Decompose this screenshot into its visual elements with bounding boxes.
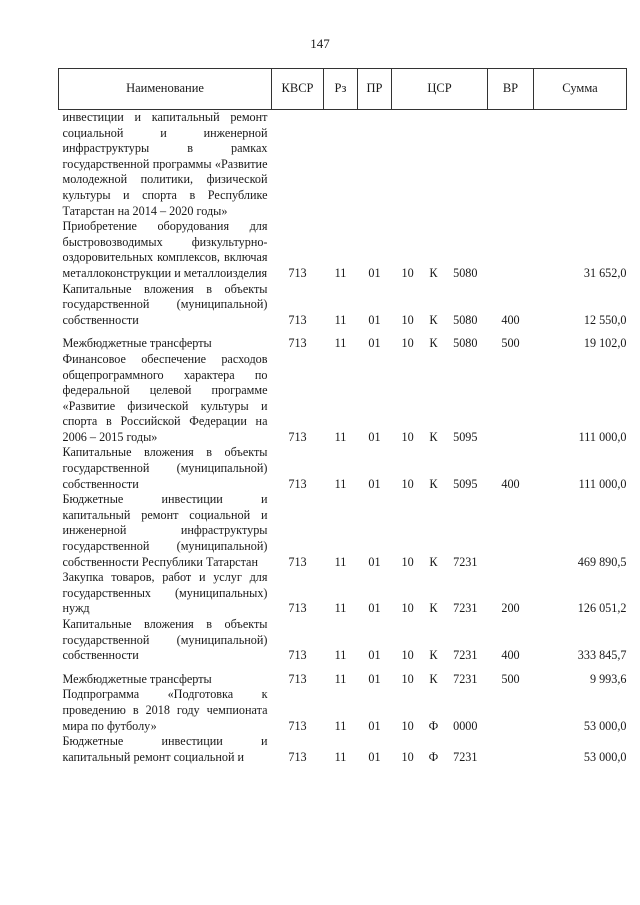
row-sum: 469 890,5 bbox=[577, 554, 627, 569]
row-csr bbox=[392, 664, 488, 688]
row-pr: 01 bbox=[368, 429, 381, 444]
row-name: Бюджетные инвестиции и капитальный ремонт социальной и bbox=[62, 734, 268, 764]
header-pr: ПР bbox=[358, 69, 392, 110]
row-csr bbox=[392, 282, 488, 329]
row-name: Межбюджетные трансферты bbox=[62, 671, 212, 686]
row-vr bbox=[488, 219, 534, 281]
row-kvsr: 713 bbox=[288, 718, 307, 733]
row-vr bbox=[488, 734, 534, 765]
row-rz: 11 bbox=[334, 749, 347, 764]
row-pr bbox=[358, 110, 392, 220]
row-csr bbox=[392, 352, 488, 446]
header-csr: ЦСР bbox=[392, 69, 488, 110]
row-csr2: К bbox=[429, 648, 438, 663]
row-kvsr: 713 bbox=[288, 554, 307, 569]
table-row bbox=[59, 110, 627, 220]
row-name: Подпрограмма «Подготовка к проведению в 2018 году чемпионата мира по футболу» bbox=[62, 687, 268, 733]
row-name: Бюджетные инвестиции и капитальный ремонт социальной и инженерной инфраструктуры государственной (муниципальной) собственности Республики Татарстан bbox=[62, 492, 268, 569]
row-rz: 11 bbox=[334, 476, 347, 491]
row-rz: 11 bbox=[334, 601, 347, 616]
row-kvsr: 713 bbox=[288, 749, 307, 764]
row-csr3: 5095 bbox=[453, 476, 478, 491]
row-pr: 01 bbox=[368, 476, 381, 491]
row-vr: 400 bbox=[501, 312, 520, 327]
row-csr1: 10 bbox=[401, 429, 414, 444]
row-name: инвестиции и капитальный ремонт социальной и инженерной инфраструктуры в рамках государственной программы «Развитие молодежной политики, физической культуры и спорта в Республике Татарстан на 2014 – 2020 годы» bbox=[62, 110, 268, 218]
budget-table bbox=[58, 68, 627, 765]
table-row bbox=[59, 219, 627, 281]
row-pr: 01 bbox=[368, 648, 381, 663]
table-row bbox=[59, 282, 627, 329]
row-rz: 11 bbox=[334, 718, 347, 733]
table-row bbox=[59, 492, 627, 570]
row-sum: 19 102,0 bbox=[583, 336, 627, 351]
row-rz: 11 bbox=[334, 648, 347, 663]
row-csr bbox=[392, 734, 488, 765]
row-pr: 01 bbox=[368, 749, 381, 764]
row-csr3: 0000 bbox=[453, 718, 478, 733]
row-csr3: 5080 bbox=[453, 336, 478, 351]
row-csr bbox=[392, 492, 488, 570]
row-vr: 400 bbox=[501, 476, 520, 491]
row-csr2: К bbox=[429, 476, 438, 491]
row-csr3: 7231 bbox=[453, 671, 478, 686]
row-csr2: Ф bbox=[428, 749, 439, 764]
table-row bbox=[59, 664, 627, 688]
row-pr: 01 bbox=[368, 312, 381, 327]
row-name: Капитальные вложения в объекты государственной (муниципальной) собственности bbox=[62, 617, 268, 663]
row-csr bbox=[392, 110, 488, 220]
row-csr2: К bbox=[429, 671, 438, 686]
row-sum: 111 000,0 bbox=[578, 429, 627, 444]
row-csr1: 10 bbox=[401, 749, 414, 764]
row-name: Приобретение оборудования для быстровозводимых физкультурно-оздоровительных комплексов, включая металлоконструкции и металлоизделия bbox=[62, 219, 268, 280]
row-name: Закупка товаров, работ и услуг для государственных (муниципальных) нужд bbox=[62, 570, 268, 616]
row-kvsr: 713 bbox=[288, 312, 307, 327]
row-csr1: 10 bbox=[401, 265, 414, 280]
row-sum: 9 993,6 bbox=[589, 671, 627, 686]
row-csr bbox=[392, 687, 488, 734]
row-csr1: 10 bbox=[401, 648, 414, 663]
row-kvsr: 713 bbox=[288, 671, 307, 686]
row-name: Межбюджетные трансферты bbox=[62, 336, 212, 351]
row-sum: 53 000,0 bbox=[583, 718, 627, 733]
row-vr: 500 bbox=[501, 336, 520, 351]
table-row bbox=[59, 617, 627, 664]
row-csr3: 5080 bbox=[453, 312, 478, 327]
row-rz bbox=[324, 110, 358, 220]
row-pr: 01 bbox=[368, 336, 381, 351]
row-csr3: 5095 bbox=[453, 429, 478, 444]
row-rz: 11 bbox=[334, 312, 347, 327]
row-csr2: К bbox=[429, 336, 438, 351]
row-pr: 01 bbox=[368, 601, 381, 616]
row-rz: 11 bbox=[334, 265, 347, 280]
row-sum: 111 000,0 bbox=[578, 476, 627, 491]
header-name: Наименование bbox=[59, 69, 272, 110]
row-rz: 11 bbox=[334, 671, 347, 686]
row-rz: 11 bbox=[334, 429, 347, 444]
row-csr1: 10 bbox=[401, 554, 414, 569]
header-sum: Сумма bbox=[534, 69, 627, 110]
row-csr bbox=[392, 570, 488, 617]
row-csr2: К bbox=[429, 312, 438, 327]
row-csr bbox=[392, 445, 488, 492]
row-csr1: 10 bbox=[401, 718, 414, 733]
table-body bbox=[59, 110, 627, 766]
row-csr2: К bbox=[429, 429, 438, 444]
row-kvsr bbox=[272, 110, 324, 220]
table-row bbox=[59, 687, 627, 734]
row-kvsr: 713 bbox=[288, 336, 307, 351]
row-csr2: К bbox=[429, 265, 438, 280]
row-vr: 200 bbox=[501, 601, 520, 616]
row-kvsr: 713 bbox=[288, 476, 307, 491]
row-vr: 400 bbox=[501, 648, 520, 663]
row-sum bbox=[534, 110, 627, 220]
row-kvsr: 713 bbox=[288, 648, 307, 663]
row-name: Финансовое обеспечение расходов общепрограммного характера по федеральной целевой программе «Развитие физической культуры и спорта в Российской Федерации на 2006 – 2015 годы» bbox=[62, 351, 268, 444]
table-row bbox=[59, 328, 627, 352]
row-pr: 01 bbox=[368, 265, 381, 280]
row-csr2: К bbox=[429, 601, 438, 616]
row-vr bbox=[488, 492, 534, 570]
row-csr1: 10 bbox=[401, 671, 414, 686]
row-csr1: 10 bbox=[401, 312, 414, 327]
row-sum: 333 845,7 bbox=[577, 648, 627, 663]
row-name: Капитальные вложения в объекты государственной (муниципальной) собственности bbox=[62, 281, 268, 327]
table-row bbox=[59, 352, 627, 446]
row-sum: 126 051,2 bbox=[577, 601, 627, 616]
row-vr bbox=[488, 687, 534, 734]
table-row bbox=[59, 570, 627, 617]
row-csr bbox=[392, 617, 488, 664]
header-kvsr: КВСР bbox=[272, 69, 324, 110]
row-csr3: 7231 bbox=[453, 554, 478, 569]
row-csr2: Ф bbox=[428, 718, 439, 733]
row-csr bbox=[392, 328, 488, 352]
page-number: 147 bbox=[310, 36, 330, 51]
row-kvsr: 713 bbox=[288, 429, 307, 444]
row-pr: 01 bbox=[368, 554, 381, 569]
row-vr bbox=[488, 352, 534, 446]
row-csr1: 10 bbox=[401, 336, 414, 351]
row-kvsr: 713 bbox=[288, 265, 307, 280]
row-csr3: 7231 bbox=[453, 601, 478, 616]
header-vr: ВР bbox=[488, 69, 534, 110]
row-csr2: К bbox=[429, 554, 438, 569]
row-vr: 500 bbox=[501, 671, 520, 686]
table-header-row bbox=[59, 69, 627, 110]
row-pr: 01 bbox=[368, 718, 381, 733]
row-csr1: 10 bbox=[401, 476, 414, 491]
row-vr bbox=[488, 110, 534, 220]
row-rz: 11 bbox=[334, 336, 347, 351]
row-csr1: 10 bbox=[401, 601, 414, 616]
row-csr3: 7231 bbox=[453, 648, 478, 663]
row-rz: 11 bbox=[334, 554, 347, 569]
header-rz: Рз bbox=[324, 69, 358, 110]
row-csr3: 5080 bbox=[453, 265, 478, 280]
row-pr: 01 bbox=[368, 671, 381, 686]
row-csr3: 7231 bbox=[453, 749, 478, 764]
table-row bbox=[59, 734, 627, 765]
row-sum: 53 000,0 bbox=[583, 749, 627, 764]
row-kvsr: 713 bbox=[288, 601, 307, 616]
row-csr bbox=[392, 219, 488, 281]
row-sum: 31 652,0 bbox=[583, 265, 627, 280]
table-row bbox=[59, 445, 627, 492]
row-name: Капитальные вложения в объекты государственной (муниципальной) собственности bbox=[62, 445, 268, 491]
row-sum: 12 550,0 bbox=[583, 312, 627, 327]
